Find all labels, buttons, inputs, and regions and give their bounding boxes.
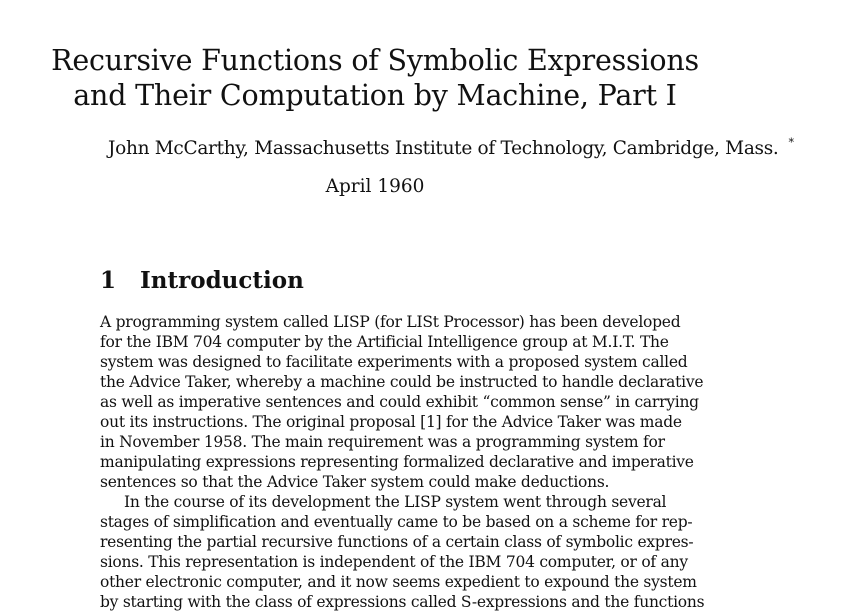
paper-title-line-2: and Their Computation by Machine, Part I bbox=[73, 79, 677, 112]
body-line: resenting the partial recursive functions of a certain class of symbolic expres- bbox=[100, 533, 694, 551]
body-line: stages of simplification and eventually came to be based on a scheme for rep- bbox=[100, 513, 693, 531]
body-line: In the course of its development the LISP system went through several bbox=[124, 493, 667, 511]
body-line: by starting with the class of expressions called S-expressions and the functions bbox=[100, 593, 705, 611]
body-line: A programming system called LISP (for LISt Processor) has been developed bbox=[100, 313, 681, 331]
author-footnote-mark: * bbox=[788, 136, 794, 149]
body-line: manipulating expressions representing formalized declarative and imperative bbox=[100, 453, 694, 471]
section-title: Introduction bbox=[140, 267, 304, 294]
body-line: sions. This representation is independent of the IBM 704 computer, or of any bbox=[100, 553, 688, 571]
body-line: the Advice Taker, whereby a machine could be instructed to handle declarative bbox=[100, 373, 704, 391]
body-line: as well as imperative sentences and could exhibit “common sense” in carrying bbox=[100, 393, 699, 411]
publication-date: April 1960 bbox=[325, 176, 425, 197]
body-line: out its instructions. The original proposal [1] for the Advice Taker was made bbox=[100, 413, 682, 431]
body-line: system was designed to facilitate experiments with a proposed system called bbox=[100, 353, 688, 371]
author-line bbox=[108, 136, 794, 159]
section-heading bbox=[100, 267, 304, 294]
body-line: in November 1958. The main requirement was a programming system for bbox=[100, 433, 665, 451]
author-affiliation: John McCarthy, Massachusetts Institute of Technology, Cambridge, Mass. bbox=[108, 138, 779, 159]
body-line: for the IBM 704 computer by the Artificial Intelligence group at M.I.T. The bbox=[100, 333, 669, 351]
body-text bbox=[100, 312, 705, 612]
section-number: 1 bbox=[100, 267, 117, 294]
body-line: other electronic computer, and it now seems expedient to expound the system bbox=[100, 573, 697, 591]
paper-title-line-1: Recursive Functions of Symbolic Expressions bbox=[51, 44, 699, 77]
body-line: sentences so that the Advice Taker system could make deductions. bbox=[100, 473, 610, 491]
